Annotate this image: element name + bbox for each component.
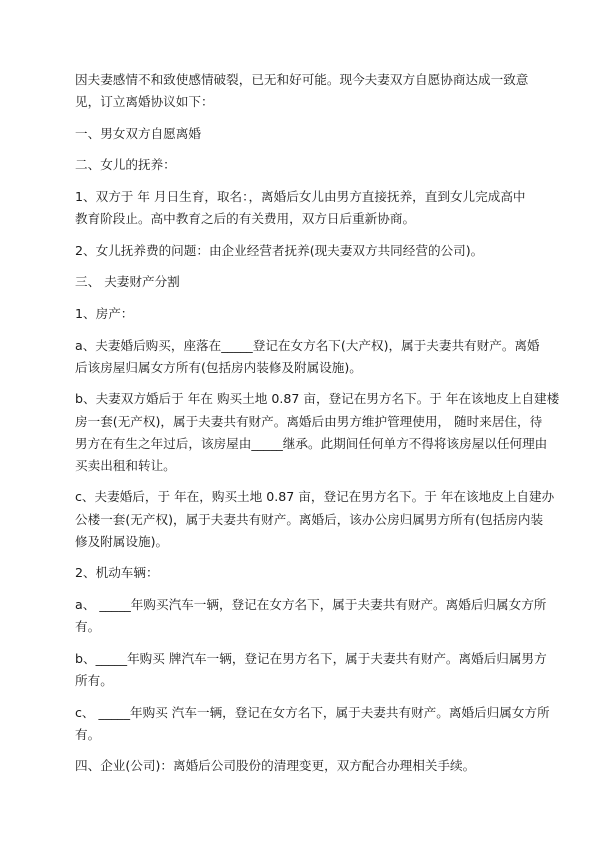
text-line: 所有。 <box>75 673 113 688</box>
text-line: 1、双方于 年 月日生育，取名：，离婚后女儿由男方直接抚养，直到女儿完成高中 <box>75 189 526 204</box>
text-line: 男方在有生之年过后，该房屋由_____继承。此期间任何单方不得将该房屋以任何理由 <box>75 436 548 451</box>
subsection-heading: 1、房产： <box>75 306 134 321</box>
text-line: 修及附属设施)。 <box>75 534 169 549</box>
text-line: c、 _____年购买 汽车一辆，登记在女方名下，属于夫妻共有财产。离婚后归属女方所 <box>75 705 550 720</box>
text-line: 公楼一套(无产权)，属于夫妻共有财产。离婚后，该办公房归属男方所有(包括房内装 <box>75 512 544 527</box>
text-line: 2、女儿抚养费的问题：由企业经营者抚养(现夫妻双方共同经营的公司)。 <box>75 243 484 258</box>
text-line: 买卖出租和转让。 <box>75 458 176 473</box>
text-line: a、 _____年购买汽车一辆，登记在女方名下，属于夫妻共有财产。离婚后归属女方所 <box>75 597 547 612</box>
text-line: b、夫妻双方婚后于 年在 购买土地 0.87 亩，登记在男方名下。于 年在该地皮上自建楼 <box>75 391 560 406</box>
text-line: 见，订立离婚协议如下： <box>75 94 214 109</box>
text-line: 教育阶段止。高中教育之后的有关费用，双方日后重新协商。 <box>75 211 416 226</box>
section-heading: 一、男女双方自愿离婚 <box>75 126 201 141</box>
text-line: 房一套(无产权)，属于夫妻共有财产。离婚后由男方维护管理使用， 随时来居住，待 <box>75 414 543 429</box>
text-line: a、夫妻婚后购买，座落在_____登记在女方名下(大产权)，属于夫妻共有财产。离婚 <box>75 338 540 353</box>
text-line: 有。 <box>75 619 101 634</box>
text-line: b、_____年购买 牌汽车一辆，登记在男方名下，属于夫妻共有财产。离婚后归属男方 <box>75 651 547 666</box>
text-line: 后该房屋归属女方所有(包括房内装修及附属设施)。 <box>75 360 362 375</box>
text-line: 因夫妻感情不和致使感情破裂，已无和好可能。现今夫妻双方自愿协商达成一致意 <box>75 72 529 87</box>
text-line: c、夫妻婚后，于 年在，购买土地 0.87 亩，登记在男方名下。于 年在该地皮上自建办 <box>75 489 555 504</box>
section-heading: 三、 夫妻财产分割 <box>75 274 180 289</box>
section-heading: 二、女儿的抚养： <box>75 157 176 172</box>
text-line: 有。 <box>75 727 101 742</box>
section-heading: 四、企业(公司)：离婚后公司股份的清理变更，双方配合办理相关手续。 <box>75 758 476 773</box>
subsection-heading: 2、机动车辆： <box>75 565 159 580</box>
